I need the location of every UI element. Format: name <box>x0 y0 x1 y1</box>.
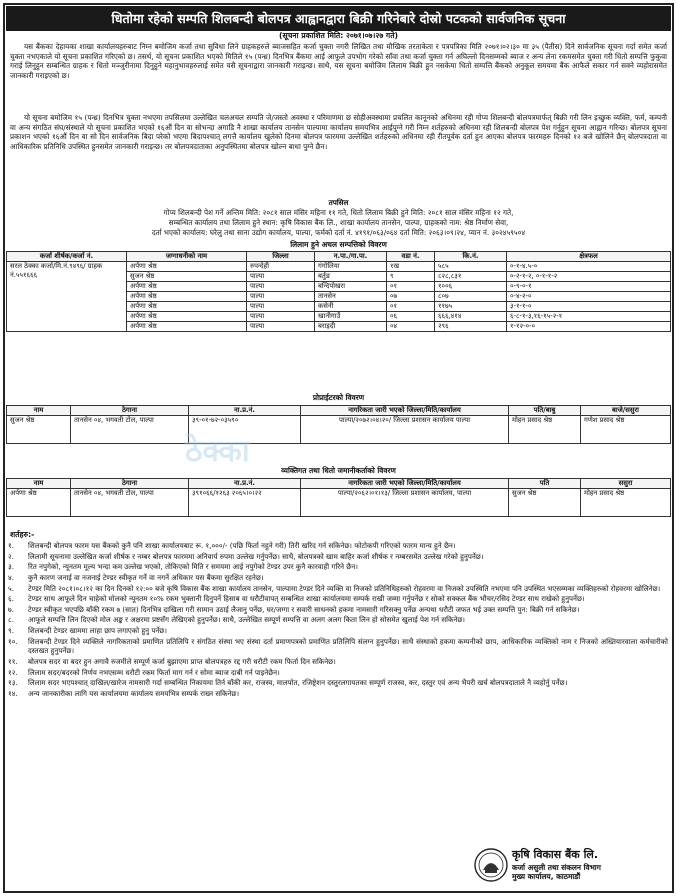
term-text: बोलपत्र सदर वा बदर हुन अगावै रुजमीले सम्पूर्ण कर्जा बुझाएमा प्राप्त बोलपत्रहरु रद्द गरी धरौटी रकम फिर्ता दिन सकिनेछ। <box>28 657 336 667</box>
loan-title-cell: सरल ठेक्का कर्जा/मि.नं.९४९६/ ग्राहक नं.५५१६६६ <box>7 261 127 331</box>
guarantor-table <box>6 478 671 517</box>
term-number: ८. <box>8 615 14 625</box>
table-cell: ०-९-०-१ <box>507 281 671 291</box>
term-text: शिलबन्दी बोलपत्र फारम यस बैंकको कुनै पनि शाखा कार्यालयबाट रू. १,०००/- (पछि फिर्ता नहुने गरी) तिरी खरिद गर्न सकिनेछ। फोटोकपी गरिएको फारम मान्य हुने छैन। <box>28 541 456 550</box>
term-number: १०. <box>8 636 18 646</box>
term-number: १४. <box>8 688 18 698</box>
col-header: नाम <box>7 406 71 416</box>
term-item <box>8 605 668 615</box>
col-header: पति <box>509 479 581 489</box>
bank-department: कर्जा असुली तथा संकलन विभाग <box>512 862 601 872</box>
col-header: नाम <box>7 479 71 489</box>
table-cell: पाल्पा <box>247 271 315 281</box>
terms-list <box>8 541 668 700</box>
table-cell: पाल्पा <box>247 281 315 291</box>
table-cell: ३-१-१-० <box>507 301 671 311</box>
table-cell: अर्पणा श्रेष्ठ <box>127 261 247 271</box>
tapasil-dates: गोप्य शिलबन्दी पेश गर्ने अन्तिम मिति: २०८१ साल मंसिर महिना ११ गते, धितो लिलाम बिक्री हुने मिति: २०८१ साल मंसिर महिना १२ गते, <box>163 208 514 217</box>
col-header: कर्जा शीर्षक/कर्जा नं. <box>7 252 127 262</box>
table-cell: ५८५ <box>435 261 507 271</box>
table-cell: खानीगाउँ <box>315 311 387 321</box>
terms-heading: शर्तहरु:- <box>10 530 35 539</box>
table-cell: ०४ <box>387 321 435 331</box>
term-number: ६. <box>8 594 14 604</box>
term-number: ७. <box>8 604 14 614</box>
intro-paragraph: यस बैंकका देहायका शाखा कार्यालयहरुबाट निम्न बमोजिम कर्जा तथा सुविधा लिने ग्राहकहरुले ब्याजसहित कर्जा चुक्ता नगरी लिखित तथा मौखिक तरताकेता र पत्रपत्रिका मिति २०७१।०२।३० मा ३५ (पैतीस) दिने सार्वजनिक सूचना गर्दा समेत कर्जा चुक्ता नभएकाले यो सूचना प्रकाशित गरिएको छ। तसर्थ, यो सूचना प्रकाशित भएको मितिले १५ (पन्ध्र) दिनभित्र बैंकमा आई आफूले उपभोग गरेको साँवा तथा कर्जा चुक्ता गर्न अघिल्लो दिनसम्मको ब्याज र अन्य लेना रकमसमेत चुक्ता गरी धितो सम्पत्ति फुकुवा गराई लिनुहुन सम्बन्धित ग्राहक र धितो मञ्जुरीनामा दिनुहुने महानुभावहरुलाई समेत यसै सूचनाद्वारा जानकारी गराइन्छ। साथै, यस सूचना बमोजिम लिलाम बिक्री हुन नसकेमा धितो सम्पत्ति बैंकको अनुकूल समयमा बैंक आफैले सकार गर्न सक्ने व्यहोरासमेत जानकारी गराइएको छ। <box>10 42 667 80</box>
term-number: २. <box>8 551 14 561</box>
table-row <box>7 261 671 271</box>
term-text: कुनै कारण जनाई वा नजनाई टेण्डर स्वीकृत गर्ने वा नगर्ने अधिकार यस बैंकमा सुरक्षित रहनेछ। <box>28 572 264 582</box>
bank-logo-icon <box>474 848 508 882</box>
proprietor-caption: प्रोप्राईटरको विवरण <box>312 393 365 402</box>
term-number: ३. <box>8 562 14 572</box>
bid-paragraph: यो सूचना बमोजिम १५ (पन्ध्र) दिनभित्र चुक्ता नभएमा तपसिलमा उल्लेखित चलअचल सम्पति जे/जस्तो अवस्था र परिमाणमा छ सोहीअवस्थामा प्रचलित कानूनको अधिनमा रही गोप्य शिलबन्दी बोलपत्रमार्फत् बिक्री गरी लिन इच्छुक व्यक्ति, फर्म, कम्पनी वा अन्य संगठित संघ/संस्थाले यो सूचना प्रकाशित भएको १६औं दिन वा सोभन्दा अगाडि नै शाखा कार्यालय तानसेन पाल्पामा कार्यालय समयभित्र आईपुग्ने गरी निम्न शर्तहरुको अधिनमा रही शिलबन्दी बोलपत्र पेश गर्नुहुन सूचना आह्वान गरिन्छ। बोलपत्र सूचना प्रकाशन भएको १६औं दिन वा सो दिन सार्वजनिक बिदा परेको भएमा बिदापश्चात् लगत्तै कार्यालय खुलेको दिनमा बोलपत्र फारममा उल्लेखित शर्तहरुको अधिनमा रही रीतपूर्वक दर्ता हुन आएका बोलपत्र फारमहरु दिनको १२ बजे खोलिने छैन् बोलपत्रदाता वा आधिकारिक प्रतिनिधि उपस्थित हुनसमेत जानकारी गराइन्छ। तर बोलपत्रदाताका अनुपस्थितमा बोलपत्र खोल्न बाधा पुग्ने छैन। <box>10 113 667 151</box>
notice-title: धितोमा रहेको सम्पति शिलबन्दी बोलपत्र आह्वानद्वारा बिक्री गरिनेबारे दोस्रो पटकको सार्वजनिक सूचना <box>6 6 671 31</box>
table-cell: ९ <box>387 271 435 281</box>
proprietor-citizenship-issue: पाल्पा/२०७२।०४।२०/ जिल्ला प्रशासन कार्यालय पाल्पा <box>301 415 509 443</box>
col-header: पति/बाबु <box>509 406 581 416</box>
col-header: कि.नं. <box>435 252 507 262</box>
proprietor-address: तानसेन ०४, भगवती टोल, पाल्पा <box>71 415 189 443</box>
table-cell: २९६ <box>435 321 507 331</box>
table-cell: कसेनी <box>315 301 387 311</box>
term-text: अन्य जानकारीका लागि यस कार्यालयमा कार्यालय समयभित्र सम्पर्क राख्न सकिनेछ। <box>28 688 240 698</box>
table-cell: ८०७ <box>435 291 507 301</box>
proprietor-grandfather: गणेश प्रसाद श्रेष्ठ <box>581 415 671 443</box>
term-item <box>8 626 668 636</box>
col-header: ना.प्र.नं. <box>189 406 301 416</box>
guarantor-citizenship-no: ३९१०६६/१२६३ २०६५।०।२२ <box>189 488 301 516</box>
publish-date: (सूचना प्रकाशित मिति: २०७१।०७।२७ गते) <box>278 31 399 40</box>
bank-office: मुख्य कार्यालय, काठमाडौं <box>512 872 581 882</box>
term-item <box>8 678 668 688</box>
col-header: बाजे/ससुरा <box>581 406 671 416</box>
guarantor-husband: सुजन श्रेष्ठ <box>509 488 581 516</box>
table-cell: पाल्पा <box>247 321 315 331</box>
proprietor-citizenship-no: ३९-०१-७२-०३५९० <box>189 415 301 443</box>
table-cell: ०७ <box>387 291 435 301</box>
term-item <box>8 637 668 656</box>
tapasil-heading: तपसिल <box>328 198 349 207</box>
property-table <box>6 251 671 332</box>
table-cell: अर्पणा श्रेष्ठ <box>127 301 247 311</box>
term-item <box>8 541 668 551</box>
term-text: आफूले सम्पत्ति लिन दिएको मोल अङ्क र अक्षरमा प्रष्टसँग लेखिएको हुनुपर्नेछ। साथै, उल्लेखित सम्पूर्ण सम्पत्ति वा अलग अलग किता लिन हो सोसमेत खुलाई पेश गर्न सकिनेछ। <box>28 615 465 625</box>
table-cell: ०-१-४.५-० <box>507 261 671 271</box>
guarantor-address: तानसेन ०४, भगवती टोल, पाल्पा <box>71 488 189 516</box>
table-cell: ६-८-१-३,१६-१५-२-१ <box>507 311 671 321</box>
term-number: १२. <box>8 667 18 677</box>
term-text: लिलाम सदर/बदरको निर्णय नभएसम्म धरौटी रकम फिर्ता माग गर्न र सोमा ब्याज दाबी गर्न पाइनेछैन। <box>28 667 280 677</box>
table-cell: बन्दिपोखरा <box>315 281 387 291</box>
col-header: ठेगाना <box>71 479 189 489</box>
term-item <box>8 657 668 667</box>
term-text: रित नपुगेको, न्यूनतम मूल्य भन्दा कम उल्लेख भएको, तोकिएको मिति र समयमा आई नपुगेको टेण्डर उपर कुनै कारवाही गरिने छैन। <box>28 562 358 572</box>
term-text: शिलबन्दी टेण्डर दिने व्यक्तिले नागरिकताको प्रमाणित प्रतिलिपि र संगठित संस्था भए संस्था दर्ता प्रमाणपत्रको प्रमाणित प्रतिलिपि संलग्न हुनुपर्नेछ। साथै संस्थाको हकमा कम्पनीको छाप, आधिकारिक व्यक्तिको नाम र निजको अख्तियारवाला कर्मचारीको दस्तखत हुनुपर्नेछ। <box>28 636 668 656</box>
term-text: टेण्डर मिति २०८१।०८।१२ का दिन दिनको १२:०० बजे कृषि विकास बैंक शाखा कार्यालय तानसेन, पाल्पामा टेण्डर दिने व्यक्ति वा निजको प्रतिनिधिहरुको रोहवरमा वा निजको उपस्थिति नभएमा पनि उपस्थित भएसम्मका व्यक्तिहरुको रोहवरमा खोलिनेछ। <box>28 583 661 593</box>
term-item <box>8 689 668 699</box>
term-item <box>8 584 668 594</box>
table-cell: सुजन श्रेष्ठ <box>127 271 247 281</box>
term-item <box>8 573 668 583</box>
bank-name: कृषि विकास बैंक लि. <box>512 848 599 861</box>
table-cell: ०१ <box>387 301 435 311</box>
proprietor-name: सुजन श्रेष्ठ <box>7 415 71 443</box>
col-header: ससुरा <box>581 479 671 489</box>
guarantor-name: अर्पणा श्रेष्ठ <box>7 488 71 516</box>
term-number: ९. <box>8 626 14 636</box>
table-cell: १००६ <box>435 281 507 291</box>
term-number: ५. <box>8 583 14 593</box>
table-cell: रुपन्देही <box>247 261 315 271</box>
col-header: नागरिकता जारी भएको जिल्ला/मिति/कार्यालय <box>301 479 509 489</box>
col-header: वडा नं. <box>387 252 435 262</box>
property-caption: लिलाम हुने अचल सम्पत्तिको विवरण <box>290 240 387 249</box>
col-header: ठेगाना <box>71 406 189 416</box>
term-item <box>8 562 668 572</box>
col-header: जग्गाधनीको नाम <box>127 252 247 262</box>
table-cell: ०६ <box>387 311 435 321</box>
col-header: ना.प्र.नं. <box>189 479 301 489</box>
table-cell: बराइदी <box>315 321 387 331</box>
table-cell: बर्तुङ <box>315 271 387 281</box>
table-cell: ०१ <box>387 281 435 291</box>
table-cell: पाल्पा <box>247 311 315 321</box>
tapasil-registration: दर्ता भएको कार्यालय: घरेलु तथा साना उद्योग कार्यालय, पाल्पा, फर्मको दर्ता नं. ४१९१/०६३/०६४ दर्ता मिति: २०६३।०९।२४, प्यान नं. ३०२४५९५०४ <box>151 228 526 237</box>
term-text: टेण्डर स्वीकृत भएपछि बाँकी रकम ७ (सात) दिनभित्र दाखिला गरी सामान उठाई लैजानु पर्नेछ, घर/जग्गा र सवारी साधनको हकमा नामसारी गरिसक्नु पर्नेछ अन्यथा धरौटी जफत भई उक्त सम्पत्ति पुन: बिक्री गर्न सकिनेछ। <box>28 604 580 614</box>
term-item <box>8 615 668 625</box>
table-cell: ०-२-१-२, ०-१-१-२ <box>507 271 671 281</box>
table-cell: अर्पणा श्रेष्ठ <box>127 321 247 331</box>
table-cell: अर्पणा श्रेष्ठ <box>127 291 247 301</box>
term-text: लिलामी सूचनामा उल्लेखित कर्जा शीर्षक र नम्बर बोलपत्र फारममा अनिवार्य रुपमा उल्लेख गर्नुपर्नेछ। साथै, बोलपत्रको खाम बाहिर कर्जा शीर्षक र नम्बरसमेत उल्लेख गरेको हुनुपर्नेछ। <box>28 551 484 561</box>
col-header: जिल्ला <box>247 252 315 262</box>
term-item <box>8 552 668 562</box>
term-number: ४. <box>8 572 14 582</box>
table-cell: पाल्पा <box>247 301 315 311</box>
guarantor-father-in-law: मोहन प्रसाद श्रेष्ठ <box>581 488 671 516</box>
watermark: ठेक्का <box>185 434 250 469</box>
table-cell: ०-४-२-० <box>507 291 671 301</box>
proprietor-table <box>6 405 671 444</box>
tapasil-office: सम्बन्धित कार्यालय तथा लिलाम हुने स्थान: कृषि विकास बैंक लि., शाखा कार्यालय तानसेन, पाल्पा, ग्राहकको नाम: श्रेष्ठ निर्माण सेवा, <box>168 218 509 227</box>
table-cell: ११७५ <box>435 301 507 311</box>
term-text: टेण्डर साथ आफूले दिन चाहेको मोलको न्यूनतम १०% रकम भुक्तानी दिनुपर्ने हिसाब वा धरौटीवापत् सम्बन्धित शाखा कार्यालयमा सम्पर्क राखी जम्मा गर्नुपर्नेछ र सोको सक्कल बैंक भौचर/रसिद टेण्डर साथ राखेको हुनुपर्नेछ। <box>28 594 585 604</box>
proprietor-father: मोहन प्रसाद श्रेष्ठ <box>509 415 581 443</box>
col-header: नागरिकता जारी भएको जिल्ला/मिति/कार्यालय <box>301 406 509 416</box>
table-cell: १-१२-०-० <box>507 321 671 331</box>
bank-signature <box>512 848 672 882</box>
col-header: न.पा./गा.पा. <box>315 252 387 262</box>
term-number: १३. <box>8 678 18 688</box>
term-number: १. <box>8 541 14 550</box>
guarantor-citizenship-issue: पाल्पा/२०६२।०१।१३/ जिल्ला प्रशासन कार्यालय, पाल्पा <box>301 488 509 516</box>
guarantor-caption: व्यक्तिगत तथा धितो जमानीकर्ताको विवरण <box>281 466 396 475</box>
table-cell: अर्पणा श्रेष्ठ <box>127 281 247 291</box>
term-text: शिलबन्दी टेण्डर खाममा लाहा छाप लगाएको हुनु पर्नेछ। <box>28 626 167 636</box>
term-item <box>8 594 668 604</box>
table-cell: अर्पणा श्रेष्ठ <box>127 311 247 321</box>
table-cell: पाल्पा <box>247 291 315 301</box>
term-item <box>8 668 668 678</box>
table-cell: १ख <box>387 261 435 271</box>
table-cell: तानसेन <box>315 291 387 301</box>
table-cell: ८२८,८३१ <box>435 271 507 281</box>
term-number: ११. <box>8 657 18 667</box>
term-text: लिलाम सदर भएपश्चात् दाखिल/खारेज नामसारी गर्दा सम्बन्धित निकायमा तिर्न बाँकी कर, राजस्व, मालपोत, रजिष्ट्रेशन दस्तुरलगायतका सम्पूर्ण राजस्व, कर, दस्तुर एवं अन्य भैपरी खर्च बोलपत्रदाताले नै व्यहोर्नु पर्नेछ। <box>28 678 568 688</box>
col-header: क्षेत्रफल <box>507 252 671 262</box>
table-cell: ६६६,४१४ <box>435 311 507 321</box>
table-cell: गंगोलिया <box>315 261 387 271</box>
